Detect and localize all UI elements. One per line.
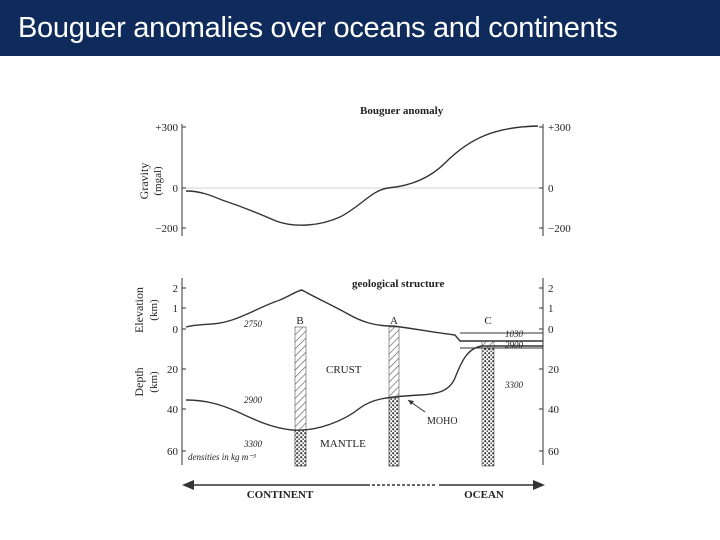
- column-c-label: C: [484, 315, 492, 327]
- depth-tick-left-60: 60: [167, 446, 178, 458]
- depth-tick-left-20: 20: [167, 364, 178, 376]
- gravity-tick-left-0: 0: [172, 183, 178, 195]
- elevation-axis-unit: (km): [148, 299, 160, 321]
- depth-axis-unit: (km): [148, 371, 160, 393]
- depth-axis-label: Depth: [132, 367, 146, 397]
- structure-panel-title: geological structure: [352, 278, 445, 290]
- continent-arrowhead: [182, 480, 194, 490]
- slide-title: Bouguer anomalies over oceans and continents: [18, 12, 618, 44]
- elevation-tick-right-1: 1: [548, 303, 554, 315]
- continent-label: CONTINENT: [246, 489, 314, 501]
- crust-label: CRUST: [326, 364, 362, 376]
- depth-tick-left-40: 40: [167, 404, 178, 416]
- elevation-tick-left-1: 1: [172, 303, 178, 315]
- column-a-mantle: [389, 398, 399, 466]
- gravity-tick-right-300: +300: [548, 122, 571, 134]
- density-ocean-water: 1030: [505, 329, 523, 339]
- elevation-tick-right-0: 0: [548, 324, 554, 336]
- moho-arrowhead: [408, 400, 414, 405]
- density-units-note: densities in kg m⁻³: [188, 452, 256, 462]
- gravity-axis-label: Gravity: [137, 162, 151, 200]
- density-ocean-crust: 2900: [505, 340, 523, 350]
- column-a-label: A: [390, 315, 398, 327]
- moho-label: MOHO: [427, 416, 458, 427]
- column-c-crust: [482, 341, 494, 348]
- depth-tick-right-60: 60: [548, 446, 559, 458]
- column-b-label: B: [296, 315, 304, 327]
- column-b-mantle: [295, 430, 306, 466]
- column-c-mantle: [482, 348, 494, 466]
- density-land-crust: 2750: [244, 319, 262, 329]
- gravity-tick-right-minus200: −200: [548, 223, 571, 235]
- depth-tick-right-40: 40: [548, 404, 559, 416]
- elevation-axis-label: Elevation: [132, 287, 146, 333]
- density-lower-crust: 2900: [244, 395, 262, 405]
- density-mantle: 3300: [244, 439, 262, 449]
- elevation-tick-right-2: 2: [548, 283, 554, 295]
- gravity-tick-right-0: 0: [548, 183, 554, 195]
- gravity-axis-unit: (mgal): [152, 166, 164, 196]
- elevation-tick-left-2: 2: [172, 283, 178, 295]
- ocean-label: OCEAN: [464, 489, 504, 501]
- mantle-label: MANTLE: [320, 438, 366, 450]
- gravity-tick-left-300: +300: [155, 122, 178, 134]
- ocean-arrowhead: [533, 480, 545, 490]
- bouguer-anomaly-curve: [186, 126, 538, 225]
- gravity-panel-title: Bouguer anomaly: [360, 105, 444, 117]
- gravity-tick-left-minus200: −200: [155, 223, 178, 235]
- elevation-tick-left-0: 0: [172, 324, 178, 336]
- density-oceanic-mantle: 3300: [505, 380, 523, 390]
- depth-tick-right-20: 20: [548, 364, 559, 376]
